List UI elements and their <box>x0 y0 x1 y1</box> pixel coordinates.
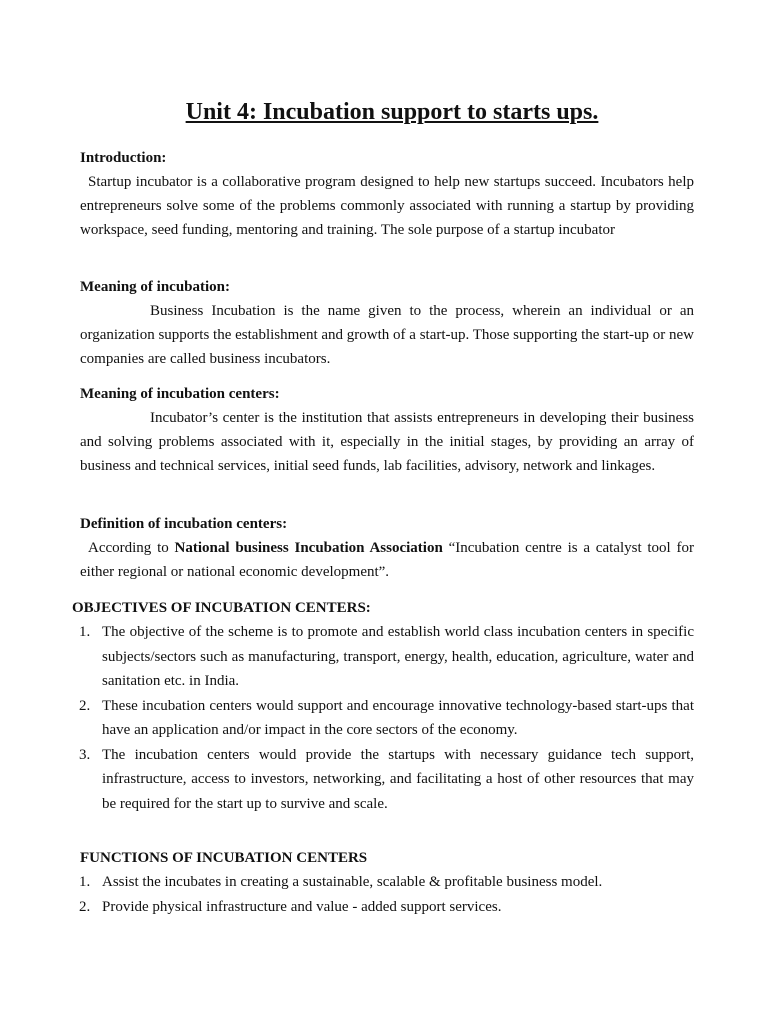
list-number: 1. <box>79 624 91 640</box>
meaning-centers-text: Incubator’s center is the institution that assists entrepreneurs in developing their business and solving problems associated with it, especially in the initial stages, by providing an array of business and technical services, initial seed funds, lab facilities, advisory, network and linkages. <box>80 410 694 474</box>
list-text: Assist the incubates in creating a sustainable, scalable & profitable business model. <box>102 874 603 890</box>
list-text: The incubation centers would provide the startups with necessary guidance tech support, infrastructure, access to investors, networking, and facilitating a host of other resources that may be required for the start up to survive and scale. <box>102 746 694 812</box>
list-text: These incubation centers would support and encourage innovative technology-based start-ups that have an application and/or impact in the core sectors of the economy. <box>102 697 694 738</box>
introduction-section <box>80 146 694 242</box>
definition-prefix: According to <box>88 540 175 556</box>
functions-list <box>75 870 694 919</box>
list-text: Provide physical infrastructure and value - added support services. <box>102 898 502 915</box>
definition-section <box>80 512 694 584</box>
objectives-list <box>75 620 694 816</box>
list-number: 1. <box>79 874 91 890</box>
definition-heading: Definition of incubation centers: <box>80 516 288 532</box>
meaning-incubation-heading: Meaning of incubation: <box>80 279 231 295</box>
definition-quote: “Incubation centre is a catalyst tool for either regional or national economic development”. <box>80 540 694 580</box>
meaning-incubation-text: Business Incubation is the name given to the process, wherein an individual or an organization supports the establishment and growth of a start-up. Those supporting the start-up or new companies are called business incubators. <box>80 303 694 367</box>
list-item <box>75 694 694 743</box>
definition-org: National business Incubation Association <box>174 540 443 556</box>
list-item <box>75 620 694 694</box>
page-title: Unit 4: Incubation support to starts ups. <box>185 99 599 125</box>
list-text: The objective of the scheme is to promote and establish world class incubation centers in specific subjects/sectors such as manufacturing, transport, energy, health, education, agriculture, water and sanitation etc. in India. <box>102 624 694 689</box>
functions-section <box>80 846 694 919</box>
introduction-text: Startup incubator is a collaborative program designed to help new startups succeed. Incubators help entrepreneurs solve some of the problems commonly associated with running a startup by providing workspace, seed funding, mentoring and training. The sole purpose of a startup incubator <box>80 174 694 238</box>
list-item <box>75 895 694 920</box>
definition-text <box>80 536 694 584</box>
introduction-heading: Introduction: <box>80 150 167 166</box>
list-number: 3. <box>79 746 91 763</box>
meaning-centers-heading: Meaning of incubation centers: <box>80 386 280 402</box>
functions-heading: FUNCTIONS OF INCUBATION CENTERS <box>80 850 368 866</box>
meaning-centers-section <box>80 382 694 478</box>
list-number: 2. <box>79 697 91 714</box>
objectives-section <box>72 596 694 816</box>
meaning-incubation-section <box>80 275 694 371</box>
objectives-heading: OBJECTIVES OF INCUBATION CENTERS: <box>72 600 371 616</box>
list-item <box>75 743 694 817</box>
list-number: 2. <box>79 898 91 915</box>
list-item <box>75 870 694 895</box>
